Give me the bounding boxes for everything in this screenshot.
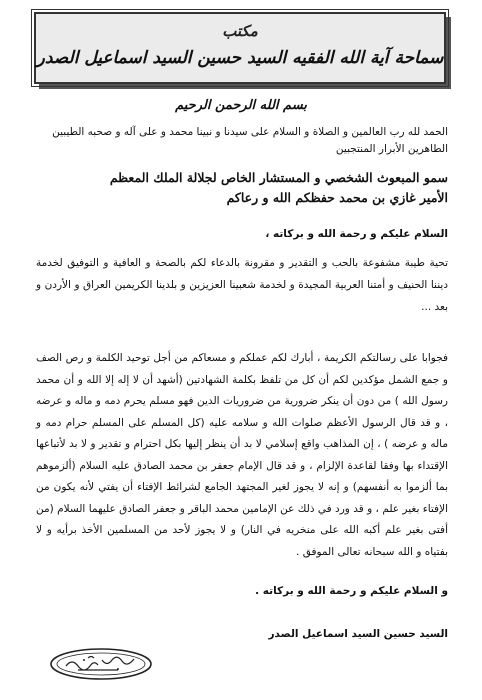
seal-stamp-icon: [48, 646, 154, 682]
signature-name: السيد حسين السيد اسماعيل الصدر: [268, 628, 448, 640]
letterhead-box: [34, 12, 446, 84]
letterhead-label: مكتب: [222, 22, 258, 40]
address-block: [36, 168, 448, 208]
address-line-2: الأمير غازي بن محمد حفظكم الله و رعاكم: [226, 190, 448, 205]
address-line-1: سمو المبعوث الشخصي و المستشار الخاص لجلالة الملك المعظم: [109, 170, 448, 185]
body-paragraph: فجوابا على رسالتكم الكريمة ، أبارك لكم عملكم و مسعاكم من أجل توحيد الكلمة و رص الصف و جمع الشمل مؤكدين لكم أن كل من تلفظ بكلمة الشهادتين (أشهد أن لا إله إلا الله و أن محمد رسول الله ) من دون أن ينكر ضرورية من ضروريات الدين فهو مسلم يحرم دمه و ماله و عرضه ، و قد قال الرسول الأعظم صلوات الله و سلامه عليه (كل المسلم على المسلم حرام دمه و ماله و عرضه ) ، إن المذاهب واقع إسلامي لا بد أن ينظر إليها بكل احترام و تقدير و لا بد لأتباعها الإقتداء بها وفقا لقاعدة الإلزام ، و قد قال الإمام جعفر بن محمد الصادق عليه السلام (ألزموهم بما ألزموا به أنفسهم) و إنه لا يجوز لغير المجتهد الجامع لشرائط الإفتاء أن يفتي لأنه يكون من الإفتاء بغير علم ، و قد ورد في ذلك عن الإمامين محمد الباقر و جعفر الصادق عليهما السلام (من أفتى بغير علم أكبه الله على منخريه في النار) و لا يجوز لأحد من المسلمين الأخذ برأيه و لا بفتياه و الله سبحانه تعالى الموفق .: [36, 352, 448, 558]
closing-line: و السلام عليكم و رحمة الله و بركاته .: [255, 585, 448, 597]
basmala: بسم الله الرحمن الرحيم: [175, 98, 307, 113]
salutation: السلام عليكم و رحمة الله و بركاته ،: [265, 228, 448, 240]
intro-paragraph: الحمد لله رب العالمين و الصلاة و السلام على سيدنا و نبينا محمد و على آله و صحبه الطيبين الطاهرين الأبرار المنتجبين: [52, 126, 448, 155]
letterhead-title: سماحة آية الله الفقيه السيد حسين السيد اسماعيل الصدر: [36, 48, 444, 68]
greeting-paragraph: تحية طيبة مشفوعة بالحب و التقدير و مقرونة بالدعاء لكم بالصحة و العافية و التوفيق لخدمة ديننا الحنيف و أمتنا العربية المجيدة و لخدمة شعبينا العزيزين و بلدينا الكريمين العراق و الأردن و بعد ...: [36, 257, 448, 313]
